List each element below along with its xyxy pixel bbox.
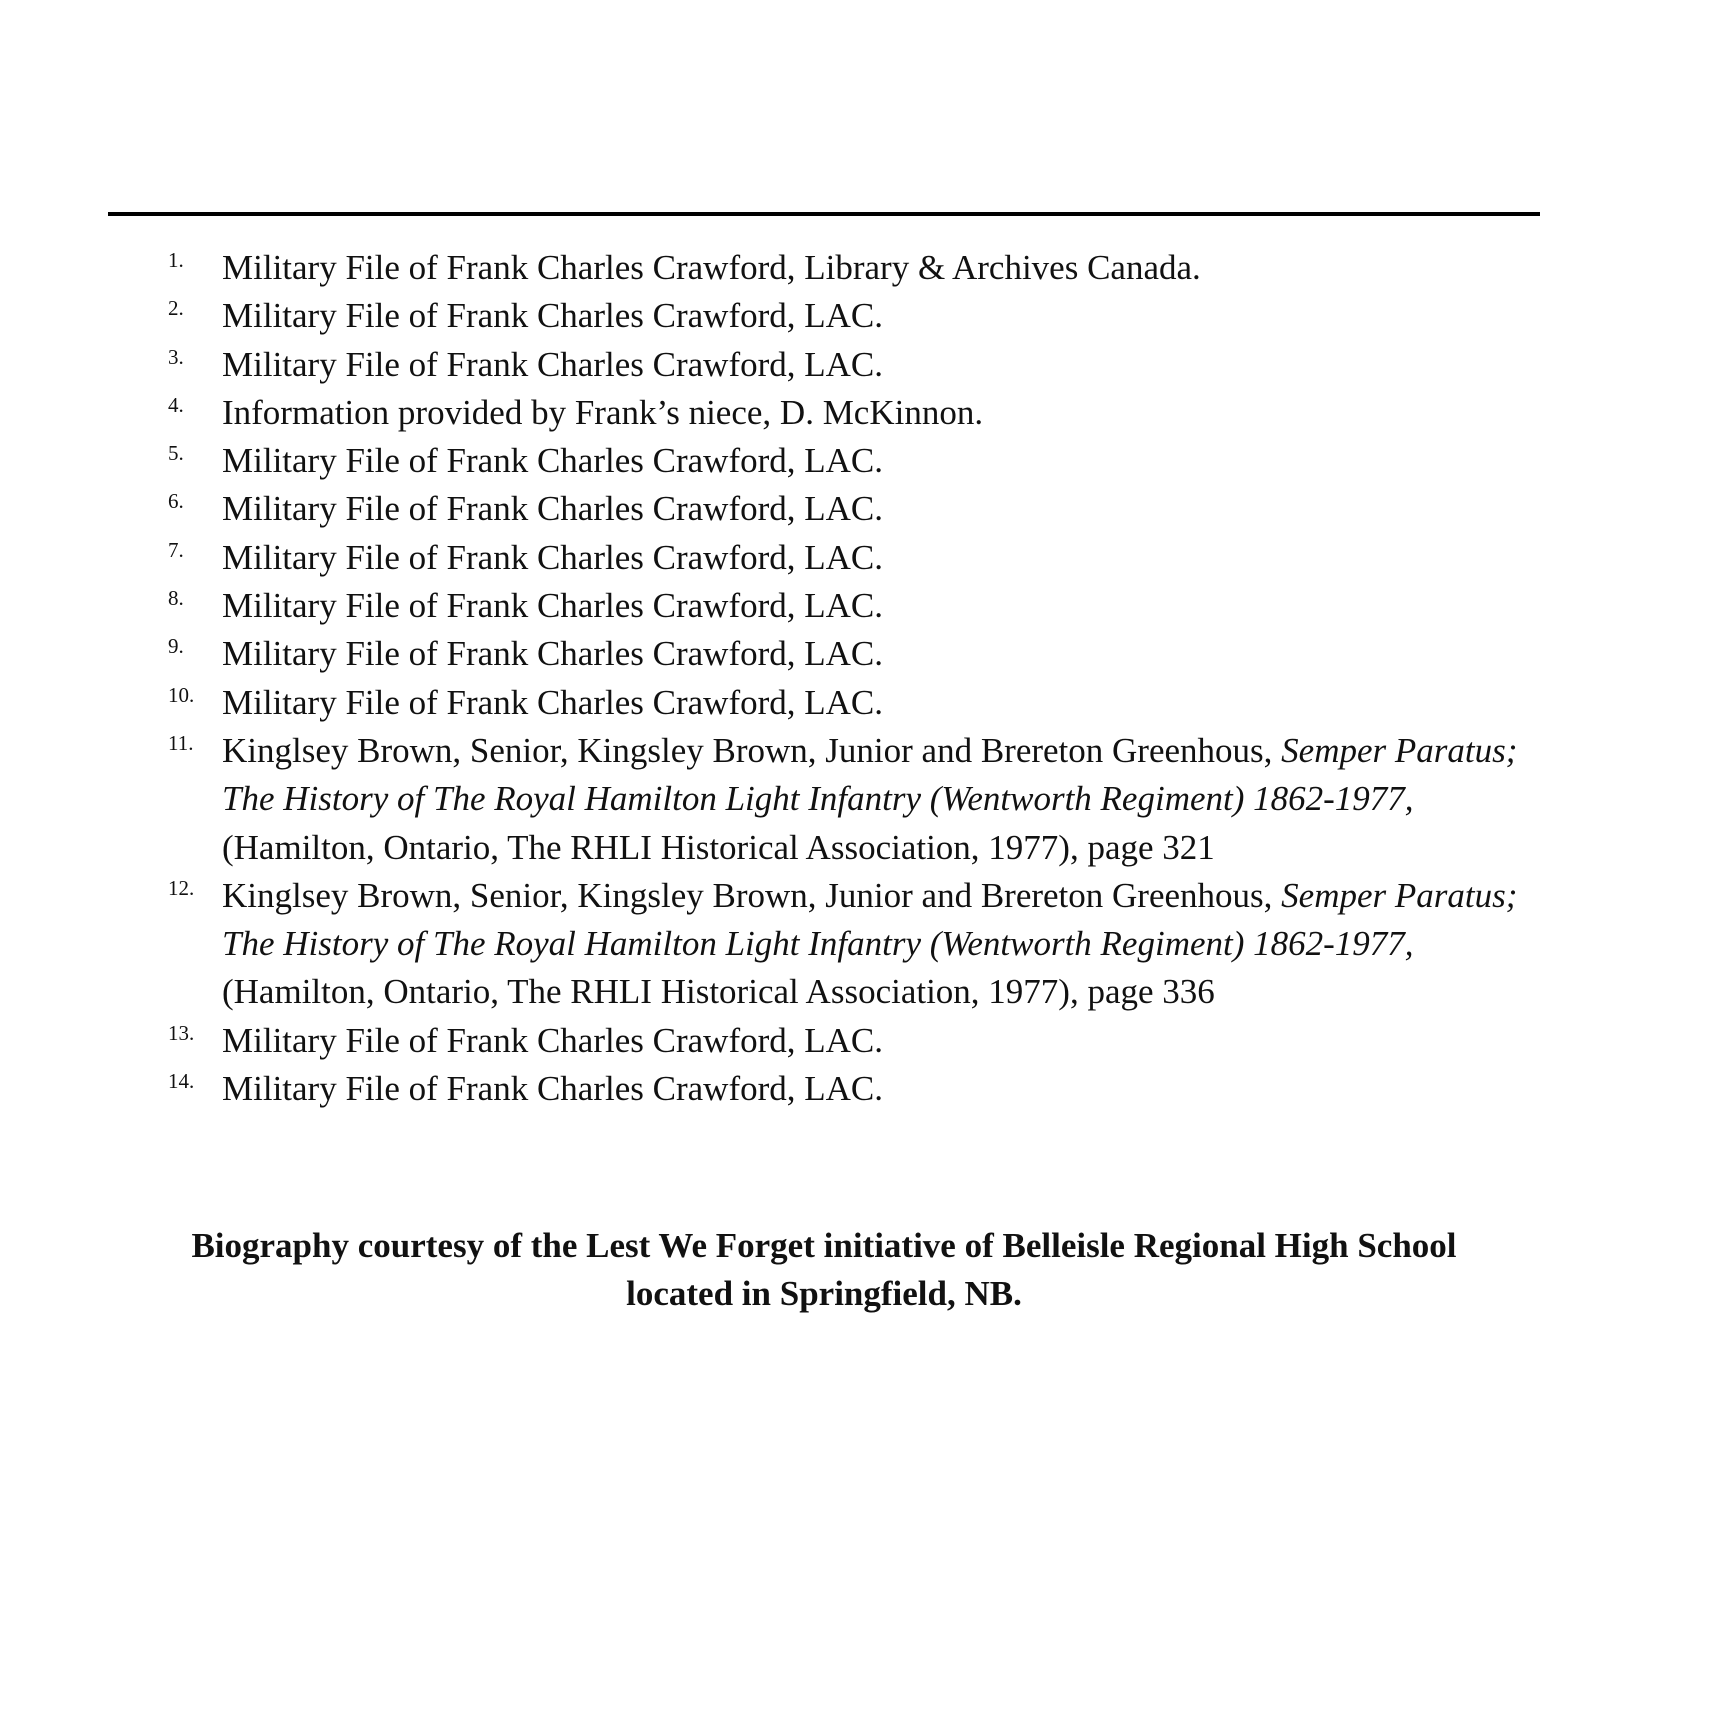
courtesy-line-2: located in Springfield, NB.	[626, 1274, 1022, 1313]
endnote-item	[168, 727, 1548, 872]
endnote-item	[168, 534, 1548, 582]
endnote-number: 10.	[168, 682, 195, 707]
endnote-text-segment: Kinglsey Brown, Senior, Kingsley Brown, Junior and Brereton Greenhous,	[222, 730, 1282, 770]
endnote-number: 4.	[168, 392, 184, 417]
endnote-text	[222, 485, 1548, 533]
endnote-number: 2.	[168, 296, 184, 321]
endnote-number: 12.	[168, 875, 195, 900]
endnote-title-italic: Semper Paratus; The History of The Royal Hamilton Light Infantry (Wentworth Regiment) 1862-1977,	[222, 875, 1518, 964]
endnote-text	[222, 872, 1548, 1017]
endnote-item	[168, 292, 1548, 340]
endnote-text-segment: Military File of Frank Charles Crawford, LAC.	[222, 537, 884, 577]
endnote-text-segment: Military File of Frank Charles Crawford, LAC.	[222, 586, 884, 626]
endnote-text	[222, 244, 1548, 292]
endnote-item	[168, 485, 1548, 533]
endnote-number: 6.	[168, 489, 184, 514]
endnote-text-segment: Military File of Frank Charles Crawford, LAC.	[222, 1020, 884, 1060]
endnote-text	[222, 292, 1548, 340]
endnote-text-segment: (Hamilton, Ontario, The RHLI Historical Association, 1977), page 336	[222, 972, 1215, 1012]
endnote-item	[168, 872, 1548, 1017]
endnotes-list	[168, 244, 1548, 1113]
endnote-number: 8.	[168, 586, 184, 611]
endnote-number: 7.	[168, 537, 184, 562]
endnote-number: 13.	[168, 1020, 195, 1045]
endnote-number: 1.	[168, 248, 184, 272]
endnote-item	[168, 244, 1548, 292]
endnote-text-segment: Military File of Frank Charles Crawford, Library & Archives Canada.	[222, 248, 1201, 287]
endnote-text-segment: Military File of Frank Charles Crawford, LAC.	[222, 441, 884, 481]
endnote-number: 11.	[168, 730, 194, 755]
endnote-text-segment: Military File of Frank Charles Crawford, LAC.	[222, 344, 884, 384]
endnote-text	[222, 630, 1548, 678]
endnote-text-segment: Kinglsey Brown, Senior, Kingsley Brown, Junior and Brereton Greenhous,	[222, 875, 1282, 915]
endnote-item	[168, 1065, 1548, 1113]
endnote-number: 3.	[168, 344, 184, 369]
endnote-text-segment: Military File of Frank Charles Crawford, LAC.	[222, 1069, 884, 1109]
endnote-text-segment: Information provided by Frank’s niece, D. McKinnon.	[222, 392, 984, 432]
endnote-number: 5.	[168, 441, 184, 466]
endnote-text	[222, 679, 1548, 727]
endnote-item	[168, 679, 1548, 727]
courtesy-line-1: Biography courtesy of the Lest We Forget initiative of Belleisle Regional High School	[191, 1226, 1457, 1265]
endnote-text	[222, 389, 1548, 437]
endnote-text	[222, 582, 1548, 630]
endnote-title-italic: Semper Paratus; The History of The Royal Hamilton Light Infantry (Wentworth Regiment) 1862-1977,	[222, 730, 1518, 819]
endnote-text-segment: (Hamilton, Ontario, The RHLI Historical Association, 1977), page 321	[222, 827, 1215, 867]
endnote-text	[222, 534, 1548, 582]
endnote-item	[168, 437, 1548, 485]
endnote-text-segment: Military File of Frank Charles Crawford, LAC.	[222, 682, 884, 722]
endnote-item	[168, 341, 1548, 389]
endnote-text	[222, 1017, 1548, 1065]
endnote-text-segment: Military File of Frank Charles Crawford, LAC.	[222, 489, 884, 529]
endnote-number: 14.	[168, 1069, 195, 1094]
courtesy-statement	[108, 1222, 1540, 1318]
endnote-item	[168, 582, 1548, 630]
endnote-text-segment: Military File of Frank Charles Crawford, LAC.	[222, 634, 884, 674]
endnote-number: 9.	[168, 634, 184, 659]
endnote-text	[222, 341, 1548, 389]
endnote-text	[222, 727, 1548, 872]
endnote-text-segment: Military File of Frank Charles Crawford, LAC.	[222, 296, 884, 336]
endnote-text	[222, 437, 1548, 485]
endnote-item	[168, 389, 1548, 437]
endnotes-separator-rule	[108, 212, 1540, 216]
endnote-item	[168, 1017, 1548, 1065]
endnote-item	[168, 630, 1548, 678]
endnote-text	[222, 1065, 1548, 1113]
